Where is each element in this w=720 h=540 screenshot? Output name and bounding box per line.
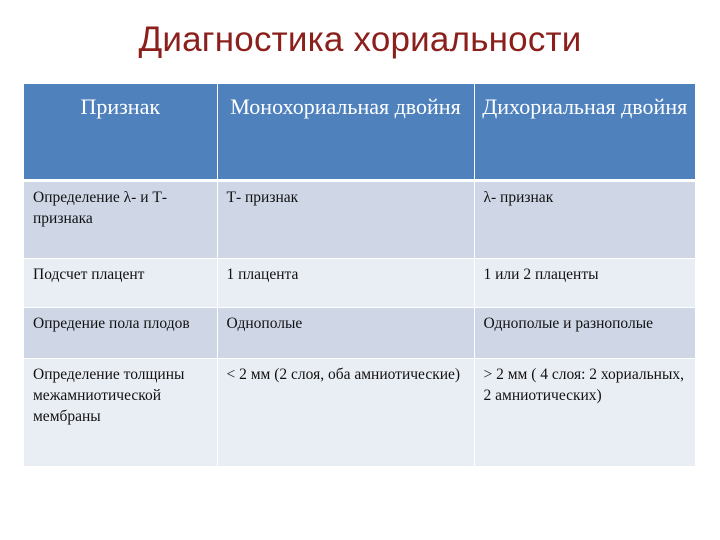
table-cell: Однополые и разнополые — [474, 307, 695, 358]
table-cell: Определение λ- и Т- признака — [24, 180, 217, 258]
table-cell: Подсчет плацент — [24, 258, 217, 307]
table-cell: Однополые — [217, 307, 474, 358]
header-cell-sign: Признак — [24, 84, 217, 180]
table-cell: ˂ 2 мм (2 слоя, оба амниотические) — [217, 358, 474, 466]
table-row — [24, 258, 695, 307]
table-cell: λ- признак — [474, 180, 695, 258]
table-row — [24, 180, 695, 258]
table-header-row — [24, 84, 695, 180]
table-cell: Опредение пола плодов — [24, 307, 217, 358]
header-cell-monochorionic: Монохориальная двойня — [217, 84, 474, 180]
table-cell: Т- признак — [217, 180, 474, 258]
table-cell: 1 плацента — [217, 258, 474, 307]
table-cell: > 2 мм ( 4 слоя: 2 хориальных, 2 амниотических) — [474, 358, 695, 466]
slide-title: Диагностика хориальности — [138, 20, 582, 59]
table-cell: Определение толщины межамниотической мембраны — [24, 358, 217, 466]
header-cell-dichorionic: Дихориальная двойня — [474, 84, 695, 180]
table-row — [24, 358, 695, 466]
table-row — [24, 307, 695, 358]
comparison-table — [24, 84, 695, 467]
table-cell: 1 или 2 плаценты — [474, 258, 695, 307]
